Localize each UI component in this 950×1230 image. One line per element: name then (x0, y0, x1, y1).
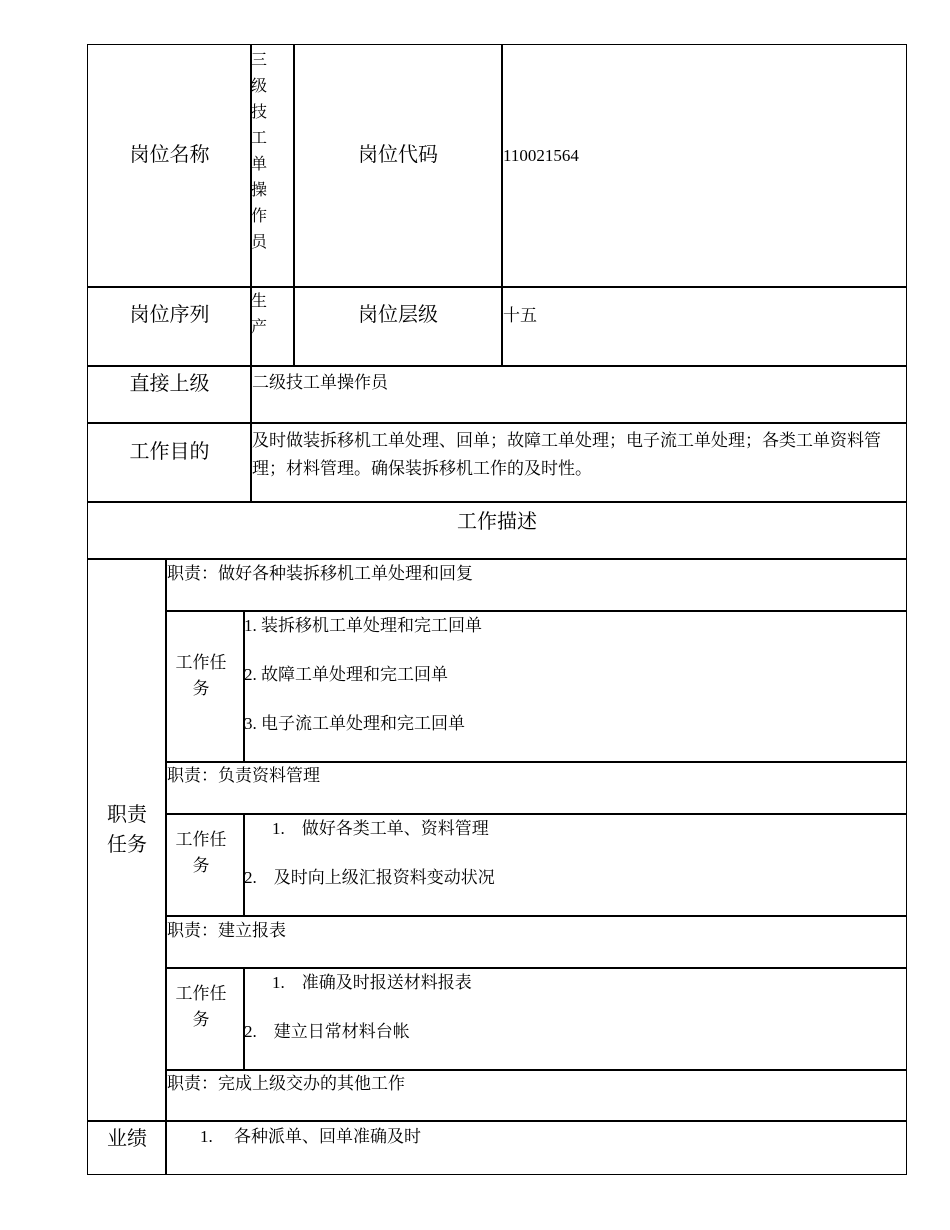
duty-1-title: 职责：做好各种装拆移机工单处理和回复 (167, 564, 473, 583)
duty-1-task-1: 1. 装拆移机工单处理和完工回单 (244, 616, 482, 635)
duty-3-task-2: 2. 建立日常材料台帐 (244, 1022, 410, 1041)
duty-4-title: 职责：完成上级交办的其他工作 (167, 1074, 405, 1093)
post-level-value-cell (501, 286, 907, 367)
duty-3-task-1: 1. 准确及时报送材料报表 (272, 973, 472, 992)
performance-item-1: 1. 各种派单、回单准确及时 (200, 1127, 421, 1146)
duty-1-task-2: 2. 故障工单处理和完工回单 (244, 665, 448, 684)
post-seq-label-cell (87, 286, 252, 367)
post-code-label-cell (293, 44, 503, 288)
superior-value: 二级技工单操作员 (252, 373, 388, 392)
duty-1-task-3: 3. 电子流工单处理和完工回单 (244, 714, 465, 733)
post-code-value: 110021564 (503, 146, 579, 165)
post-seq-label: 岗位序列 (129, 302, 210, 326)
post-level-label: 岗位层级 (358, 302, 438, 326)
duty-1-task-label: 工作任务 (175, 653, 227, 698)
superior-label: 直接上级 (129, 371, 210, 395)
duty-2-task-2: 2. 及时向上级汇报资料变动状况 (244, 868, 495, 887)
duty-3-task-label: 工作任务 (175, 984, 227, 1029)
duty-2-task-1: 1. 做好各类工单、资料管理 (272, 819, 489, 838)
purpose-value: 及时做装拆移机工单处理、回单；故障工单处理；电子流工单处理；各类工单资料管理；材料管理。确保装拆移机工作的及时性。 (252, 431, 881, 478)
post-level-value: 十五 (503, 306, 537, 325)
purpose-label: 工作目的 (129, 439, 210, 463)
post-name-label: 岗位名称 (129, 142, 210, 166)
post-seq-value: 生产 (251, 293, 268, 336)
post-name-value: 三级技工单操作员 (251, 52, 268, 251)
duty-2-task-label: 工作任务 (175, 830, 227, 875)
description-title: 工作描述 (457, 509, 537, 533)
duties-label: 职责任务 (107, 802, 147, 856)
duty-3-title: 职责：建立报表 (167, 921, 286, 940)
post-name-label-cell (87, 44, 252, 288)
post-level-label-cell (293, 286, 503, 367)
post-code-label: 岗位代码 (358, 142, 438, 166)
duty-2-title: 职责：负责资料管理 (167, 766, 320, 785)
performance-label: 业绩 (107, 1126, 147, 1150)
